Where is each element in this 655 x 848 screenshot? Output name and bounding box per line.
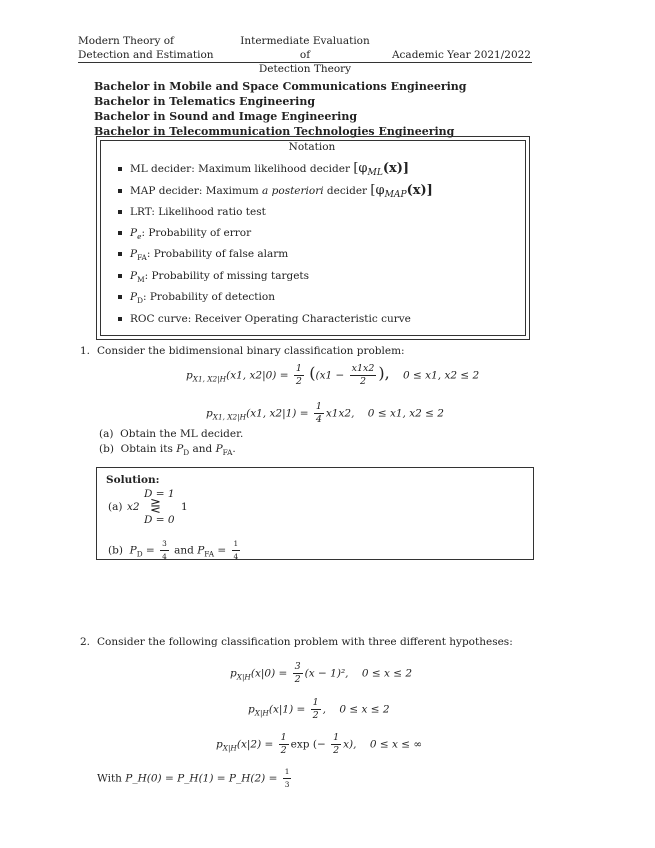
solution-b: (b) $P_D$ = $\frac{3}{4}$ and $P_{FA}$ = $\frac{1}{4}$: [108, 539, 239, 561]
q1-equation-2: $p_{X1, X2|H}(x1$, x2|1) = $\frac{1}{4}$ x1x2, 0 ≤ x1, x2 ≤ 2: [206, 401, 444, 425]
solution-title: Solution:: [106, 474, 160, 486]
bullet-icon: [118, 210, 122, 214]
exam-title-line2: Detection Theory: [258, 63, 352, 75]
q2-priors: With P_H(0) = P_H(1) = P_H(2) = $\frac{1}{3}$: [97, 767, 290, 789]
q1-part-a: (a) Obtain the ML decider.: [99, 428, 244, 440]
q2-equation-1: $p_{X|H}(x|0)$ = $\frac{3}{2}$ (x − 1)², 0 ≤ x ≤ 2: [230, 661, 413, 685]
exam-title: [240, 34, 370, 76]
question-1-number: 1.: [80, 345, 91, 357]
notation-item-ml: [118, 161, 409, 178]
q2-equation-2: $p_{X|H}(x|1)$ = $\frac{1}{2}$ , 0 ≤ x ≤ 2: [248, 697, 390, 721]
q1-equation-1: $p_{X1, X2|H}(x1$, x2|0) = $\frac{1}{2}$ ((x1 − $\frac{x1x2}{2}$ ), 0 ≤ x1, x2 ≤ 2: [186, 363, 480, 387]
exam-title-line1: Intermediate Evaluation of: [240, 35, 370, 61]
solution-a-variable: x2: [127, 501, 140, 513]
notation-item-pfa: $P_{FA}$: Probability of false alarm: [118, 248, 288, 262]
course-title-line2: Detection and Estimation: [78, 49, 214, 61]
bullet-icon: [118, 274, 122, 278]
program-list: [94, 79, 467, 139]
q1-part-b: (b) Obtain its $P_D$ and $P_{FA}$.: [99, 443, 236, 457]
bullet-icon: [118, 252, 122, 256]
solution-a-top-label: D = 1: [144, 488, 175, 500]
bullet-icon: [118, 189, 122, 193]
q2-equation-3: $p_{X|H}(x|2)$ = $\frac{1}{2}$ exp (− $\frac{1}{2}$ x), 0 ≤ x ≤ ∞: [216, 732, 423, 756]
bullet-icon: [118, 295, 122, 299]
solution-a-bottom-label: D = 0: [144, 514, 175, 526]
notation-item-pe: $P_e$: Probability of error: [118, 227, 251, 241]
notation-title: Notation: [288, 141, 336, 153]
notation-map-symbol: $[\varphi_{MAP}(x)]$: [370, 183, 433, 200]
question-2-number: 2.: [80, 636, 91, 648]
program-2: Bachelor in Telematics Engineering: [94, 95, 316, 108]
bullet-icon: [118, 167, 122, 171]
notation-item-pd: $P_D$: Probability of detection: [118, 291, 275, 305]
solution-a-threshold: 1: [181, 501, 188, 513]
bullet-icon: [118, 317, 122, 321]
bullet-icon: [118, 231, 122, 235]
program-4: Bachelor in Telecommunication Technologies Engineering: [94, 125, 455, 138]
program-1: Bachelor in Mobile and Space Communications Engineering: [94, 80, 467, 93]
program-3: Bachelor in Sound and Image Engineering: [94, 110, 358, 123]
course-title-line1: Modern Theory of: [78, 35, 174, 47]
course-title: [78, 34, 214, 62]
notation-item-map: MAP decider: Maximum a posteriori decider $[\varphi_{MAP}(x)]$: [118, 183, 433, 200]
solution-a-label: (a): [108, 501, 123, 513]
notation-item-lrt: LRT: Likelihood ratio test: [118, 206, 266, 218]
notation-ml-text: ML decider: Maximum likelihood decider: [130, 163, 350, 175]
notation-ml-symbol: $[\varphi_{ML}(x)]$: [353, 161, 410, 178]
header-rule: [78, 62, 532, 63]
question-2-text: Consider the following classification problem with three different hypotheses:: [97, 636, 513, 648]
solution-a-relation: ⋛: [150, 499, 161, 514]
question-1-text: Consider the bidimensional binary classification problem:: [97, 345, 405, 357]
notation-item-roc: ROC curve: Receiver Operating Characteristic curve: [118, 313, 411, 325]
academic-year: Academic Year 2021/2022: [391, 49, 531, 61]
notation-item-pm: $P_M$: Probability of missing targets: [118, 270, 309, 284]
